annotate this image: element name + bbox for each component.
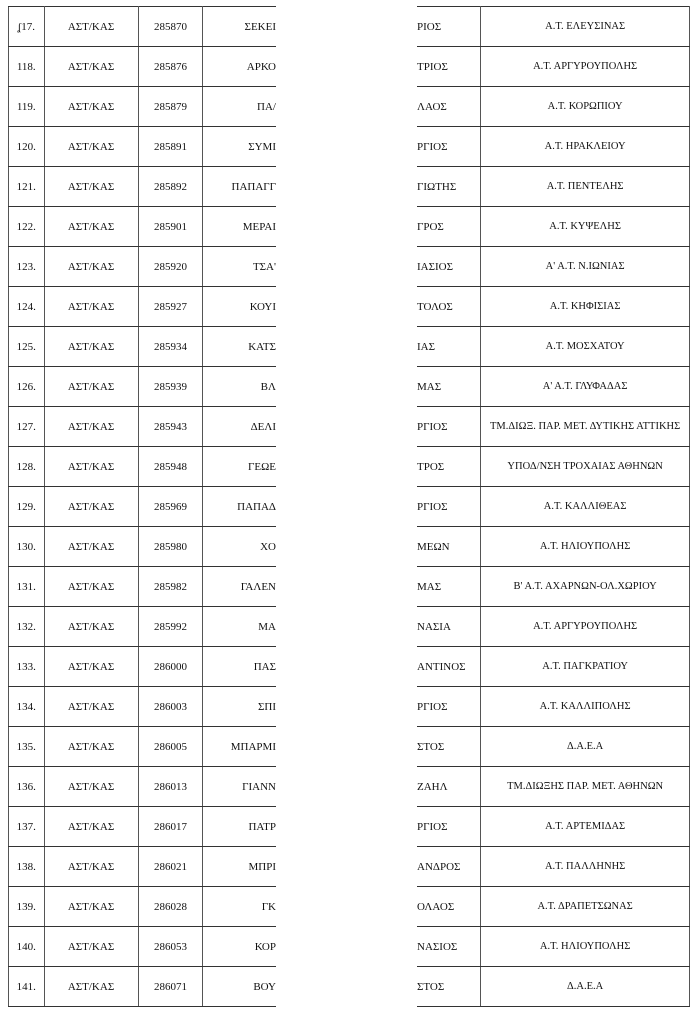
surname-fragment-cell: ΣΥΜΙ bbox=[203, 127, 276, 167]
table-row bbox=[417, 87, 690, 127]
rank-cell: ΑΣΤ/ΚΑΣ bbox=[44, 327, 138, 367]
rank-cell: ΑΣΤ/ΚΑΣ bbox=[44, 807, 138, 847]
first-name-fragment-cell: ΓΡΟΣ bbox=[417, 207, 481, 247]
rank-cell: ΑΣΤ/ΚΑΣ bbox=[44, 367, 138, 407]
table-row bbox=[9, 87, 277, 127]
surname-fragment-cell: ΠΑΠΑΓΓ bbox=[203, 167, 276, 207]
table-row bbox=[9, 967, 277, 1007]
police-station-cell: Α.Τ. ΚΗΦΙΣΙΑΣ bbox=[481, 287, 690, 327]
first-name-fragment-cell: ΝΑΣΙΟΣ bbox=[417, 927, 481, 967]
service-id-cell: 285992 bbox=[138, 607, 203, 647]
rank-cell: ΑΣΤ/ΚΑΣ bbox=[44, 407, 138, 447]
rank-cell: ΑΣΤ/ΚΑΣ bbox=[44, 727, 138, 767]
table-row bbox=[9, 487, 277, 527]
rank-cell: ΑΣΤ/ΚΑΣ bbox=[44, 447, 138, 487]
service-id-cell: 285901 bbox=[138, 207, 203, 247]
rank-cell: ΑΣΤ/ΚΑΣ bbox=[44, 7, 138, 47]
rank-cell: ΑΣΤ/ΚΑΣ bbox=[44, 167, 138, 207]
table-row bbox=[9, 7, 277, 47]
rank-cell: ΑΣΤ/ΚΑΣ bbox=[44, 687, 138, 727]
row-number: 126. bbox=[9, 367, 45, 407]
table-row bbox=[9, 47, 277, 87]
table-row bbox=[9, 447, 277, 487]
police-station-cell: Α' Α.Τ. Ν.ΙΩΝΙΑΣ bbox=[481, 247, 690, 287]
table-row bbox=[417, 407, 690, 447]
first-name-fragment-cell: ΜΑΣ bbox=[417, 367, 481, 407]
first-name-fragment-cell: ΜΕΩΝ bbox=[417, 527, 481, 567]
surname-fragment-cell: ΧΟ bbox=[203, 527, 276, 567]
police-station-cell: Α' Α.Τ. ΓΛΥΦΑΔΑΣ bbox=[481, 367, 690, 407]
surname-fragment-cell: ΓΕΩΕ bbox=[203, 447, 276, 487]
police-station-cell: Α.Τ. ΑΡΓΥΡΟΥΠΟΛΗΣ bbox=[481, 607, 690, 647]
rank-cell: ΑΣΤ/ΚΑΣ bbox=[44, 887, 138, 927]
table-row bbox=[417, 527, 690, 567]
table-row bbox=[417, 687, 690, 727]
first-name-fragment-cell: ΛΑΟΣ bbox=[417, 87, 481, 127]
rank-cell: ΑΣΤ/ΚΑΣ bbox=[44, 127, 138, 167]
police-station-cell: Α.Τ. ΚΑΛΛΙΠΟΛΗΣ bbox=[481, 687, 690, 727]
table-row bbox=[9, 687, 277, 727]
first-name-fragment-cell: ΑΝΔΡΟΣ bbox=[417, 847, 481, 887]
table-row bbox=[417, 7, 690, 47]
surname-fragment-cell: ΠΑ/ bbox=[203, 87, 276, 127]
surname-fragment-cell: ΒΟΥ bbox=[203, 967, 276, 1007]
rank-cell: ΑΣΤ/ΚΑΣ bbox=[44, 927, 138, 967]
first-name-fragment-cell: ΑΝΤΙΝΟΣ bbox=[417, 647, 481, 687]
police-station-cell: ΤΜ.ΔΙΩΞ. ΠΑΡ. ΜΕΤ. ΔΥΤΙΚΗΣ ΑΤΤΙΚΗΣ bbox=[481, 407, 690, 447]
table-row bbox=[417, 647, 690, 687]
row-number: 136. bbox=[9, 767, 45, 807]
service-id-cell: 285980 bbox=[138, 527, 203, 567]
police-station-cell: Α.Τ. ΑΡΓΥΡΟΥΠΟΛΗΣ bbox=[481, 47, 690, 87]
first-name-fragment-cell: ΤΡΟΣ bbox=[417, 447, 481, 487]
rank-cell: ΑΣΤ/ΚΑΣ bbox=[44, 607, 138, 647]
police-station-cell: Α.Τ. ΗΛΙΟΥΠΟΛΗΣ bbox=[481, 527, 690, 567]
first-name-fragment-cell: ΝΑΣΙΑ bbox=[417, 607, 481, 647]
rank-cell: ΑΣΤ/ΚΑΣ bbox=[44, 207, 138, 247]
rank-cell: ΑΣΤ/ΚΑΣ bbox=[44, 567, 138, 607]
service-id-cell: 285879 bbox=[138, 87, 203, 127]
left-table-fragment bbox=[8, 6, 276, 1007]
surname-fragment-cell: ΓΙΑΝΝ bbox=[203, 767, 276, 807]
service-id-cell: 286013 bbox=[138, 767, 203, 807]
surname-fragment-cell: ΜΠΡΙ bbox=[203, 847, 276, 887]
right-table-body bbox=[417, 7, 690, 1007]
police-station-cell: Α.Τ. ΗΛΙΟΥΠΟΛΗΣ bbox=[481, 927, 690, 967]
table-row bbox=[417, 927, 690, 967]
table-row bbox=[9, 127, 277, 167]
surname-fragment-cell: ΜΠΑΡΜΙ bbox=[203, 727, 276, 767]
rank-cell: ΑΣΤ/ΚΑΣ bbox=[44, 967, 138, 1007]
service-id-cell: 285891 bbox=[138, 127, 203, 167]
service-id-cell: 286005 bbox=[138, 727, 203, 767]
table-row bbox=[9, 367, 277, 407]
table-row bbox=[417, 207, 690, 247]
first-name-fragment-cell: ΟΛΑΟΣ bbox=[417, 887, 481, 927]
row-number: 127. bbox=[9, 407, 45, 447]
surname-fragment-cell: ΒΛ bbox=[203, 367, 276, 407]
surname-fragment-cell: ΣΠΙ bbox=[203, 687, 276, 727]
row-number: 130. bbox=[9, 527, 45, 567]
police-station-cell: Α.Τ. ΚΑΛΛΙΘΕΑΣ bbox=[481, 487, 690, 527]
table-row bbox=[417, 567, 690, 607]
table-row bbox=[9, 927, 277, 967]
first-name-fragment-cell: ΡΓΙΟΣ bbox=[417, 127, 481, 167]
service-id-cell: 285939 bbox=[138, 367, 203, 407]
personnel-table-left bbox=[8, 6, 276, 1007]
row-number: 131. bbox=[9, 567, 45, 607]
first-name-fragment-cell: ΤΡΙΟΣ bbox=[417, 47, 481, 87]
service-id-cell: 285948 bbox=[138, 447, 203, 487]
first-name-fragment-cell: ΖΑΗΛ bbox=[417, 767, 481, 807]
service-id-cell: 285870 bbox=[138, 7, 203, 47]
surname-fragment-cell: ΔΕΛΙ bbox=[203, 407, 276, 447]
police-station-cell: ΤΜ.ΔΙΩΞΗΣ ΠΑΡ. ΜΕΤ. ΑΘΗΝΩΝ bbox=[481, 767, 690, 807]
police-station-cell: Δ.Α.Ε.Α bbox=[481, 727, 690, 767]
row-number: 129. bbox=[9, 487, 45, 527]
table-row bbox=[9, 207, 277, 247]
table-row bbox=[417, 607, 690, 647]
row-number: 132. bbox=[9, 607, 45, 647]
surname-fragment-cell: ΓΑΛΕΝ bbox=[203, 567, 276, 607]
police-station-cell: Α.Τ. ΚΟΡΩΠΙΟΥ bbox=[481, 87, 690, 127]
surname-fragment-cell: ΜΑ bbox=[203, 607, 276, 647]
service-id-cell: 285969 bbox=[138, 487, 203, 527]
row-number: 139. bbox=[9, 887, 45, 927]
service-id-cell: 286028 bbox=[138, 887, 203, 927]
surname-fragment-cell: ΠΑΠΑΔ bbox=[203, 487, 276, 527]
table-row bbox=[417, 887, 690, 927]
surname-fragment-cell: ΑΡΚΟ bbox=[203, 47, 276, 87]
surname-fragment-cell: ΚΑΤΣ bbox=[203, 327, 276, 367]
rank-cell: ΑΣΤ/ΚΑΣ bbox=[44, 527, 138, 567]
service-id-cell: 285982 bbox=[138, 567, 203, 607]
service-id-cell: 286021 bbox=[138, 847, 203, 887]
table-row bbox=[417, 767, 690, 807]
service-id-cell: 286071 bbox=[138, 967, 203, 1007]
table-row bbox=[417, 287, 690, 327]
row-number: 122. bbox=[9, 207, 45, 247]
service-id-cell: 286003 bbox=[138, 687, 203, 727]
table-row bbox=[417, 487, 690, 527]
police-station-cell: Α.Τ. ΠΑΛΛΗΝΗΣ bbox=[481, 847, 690, 887]
police-station-cell: Α.Τ. ΚΥΨΕΛΗΣ bbox=[481, 207, 690, 247]
row-number: 118. bbox=[9, 47, 45, 87]
police-station-cell: Β' Α.Τ. ΑΧΑΡΝΩΝ-ΟΛ.ΧΩΡΙΟΥ bbox=[481, 567, 690, 607]
first-name-fragment-cell: ΤΟΛΟΣ bbox=[417, 287, 481, 327]
table-row bbox=[9, 607, 277, 647]
first-name-fragment-cell: ΡΓΙΟΣ bbox=[417, 687, 481, 727]
table-row bbox=[417, 807, 690, 847]
table-row bbox=[9, 767, 277, 807]
table-row bbox=[9, 727, 277, 767]
surname-fragment-cell: ΚΟΡ bbox=[203, 927, 276, 967]
row-number: 134. bbox=[9, 687, 45, 727]
table-row bbox=[9, 887, 277, 927]
service-id-cell: 286000 bbox=[138, 647, 203, 687]
table-row bbox=[9, 647, 277, 687]
row-number: 121. bbox=[9, 167, 45, 207]
police-station-cell: Α.Τ. ΗΡΑΚΛΕΙΟΥ bbox=[481, 127, 690, 167]
first-name-fragment-cell: ΙΑΣ bbox=[417, 327, 481, 367]
rank-cell: ΑΣΤ/ΚΑΣ bbox=[44, 47, 138, 87]
row-number: 123. bbox=[9, 247, 45, 287]
table-row bbox=[417, 967, 690, 1007]
service-id-cell: 286017 bbox=[138, 807, 203, 847]
table-row bbox=[417, 127, 690, 167]
rank-cell: ΑΣΤ/ΚΑΣ bbox=[44, 767, 138, 807]
surname-fragment-cell: ΠΑΣ bbox=[203, 647, 276, 687]
table-row bbox=[9, 527, 277, 567]
first-name-fragment-cell: ΣΤΟΣ bbox=[417, 727, 481, 767]
police-station-cell: Α.Τ. ΠΑΓΚΡΑΤΙΟΥ bbox=[481, 647, 690, 687]
table-row bbox=[417, 447, 690, 487]
row-number: ʆ17. bbox=[9, 7, 45, 47]
row-number: 120. bbox=[9, 127, 45, 167]
police-station-cell: Α.Τ. ΑΡΤΕΜΙΔΑΣ bbox=[481, 807, 690, 847]
table-row bbox=[9, 167, 277, 207]
first-name-fragment-cell: ΓΙΩΤΗΣ bbox=[417, 167, 481, 207]
table-row bbox=[417, 47, 690, 87]
table-row bbox=[417, 167, 690, 207]
table-row bbox=[9, 247, 277, 287]
table-row bbox=[9, 847, 277, 887]
row-number: 124. bbox=[9, 287, 45, 327]
police-station-cell: ΥΠΟΔ/ΝΣΗ ΤΡΟΧΑΙΑΣ ΑΘΗΝΩΝ bbox=[481, 447, 690, 487]
table-row bbox=[9, 567, 277, 607]
rank-cell: ΑΣΤ/ΚΑΣ bbox=[44, 647, 138, 687]
police-station-cell: Δ.Α.Ε.Α bbox=[481, 967, 690, 1007]
row-number: 140. bbox=[9, 927, 45, 967]
row-number: 119. bbox=[9, 87, 45, 127]
surname-fragment-cell: ΤΣΑ' bbox=[203, 247, 276, 287]
first-name-fragment-cell: ΣΤΟΣ bbox=[417, 967, 481, 1007]
table-row bbox=[9, 807, 277, 847]
surname-fragment-cell: ΓΚ bbox=[203, 887, 276, 927]
first-name-fragment-cell: ΡΓΙΟΣ bbox=[417, 807, 481, 847]
row-number: 138. bbox=[9, 847, 45, 887]
surname-fragment-cell: ΜΕΡΑΙ bbox=[203, 207, 276, 247]
table-row bbox=[9, 407, 277, 447]
table-row bbox=[9, 327, 277, 367]
right-table-fragment bbox=[417, 6, 690, 1007]
service-id-cell: 285927 bbox=[138, 287, 203, 327]
rank-cell: ΑΣΤ/ΚΑΣ bbox=[44, 87, 138, 127]
row-number: 125. bbox=[9, 327, 45, 367]
row-number: 137. bbox=[9, 807, 45, 847]
first-name-fragment-cell: ΜΑΣ bbox=[417, 567, 481, 607]
personnel-table-right bbox=[417, 6, 690, 1007]
surname-fragment-cell: ΣΕΚΕΙ bbox=[203, 7, 276, 47]
service-id-cell: 285934 bbox=[138, 327, 203, 367]
service-id-cell: 286053 bbox=[138, 927, 203, 967]
table-row bbox=[9, 287, 277, 327]
row-number: 133. bbox=[9, 647, 45, 687]
police-station-cell: Α.Τ. ΠΕΝΤΕΛΗΣ bbox=[481, 167, 690, 207]
rank-cell: ΑΣΤ/ΚΑΣ bbox=[44, 847, 138, 887]
service-id-cell: 285876 bbox=[138, 47, 203, 87]
service-id-cell: 285943 bbox=[138, 407, 203, 447]
table-row bbox=[417, 847, 690, 887]
table-row bbox=[417, 327, 690, 367]
table-row bbox=[417, 247, 690, 287]
first-name-fragment-cell: ΙΑΣΙΟΣ bbox=[417, 247, 481, 287]
rank-cell: ΑΣΤ/ΚΑΣ bbox=[44, 247, 138, 287]
first-name-fragment-cell: ΡΙΟΣ bbox=[417, 7, 481, 47]
service-id-cell: 285892 bbox=[138, 167, 203, 207]
police-station-cell: Α.Τ. ΕΛΕΥΣΙΝΑΣ bbox=[481, 7, 690, 47]
left-table-body bbox=[9, 7, 277, 1007]
first-name-fragment-cell: ΡΓΙΟΣ bbox=[417, 407, 481, 447]
row-number: 135. bbox=[9, 727, 45, 767]
service-id-cell: 285920 bbox=[138, 247, 203, 287]
rank-cell: ΑΣΤ/ΚΑΣ bbox=[44, 487, 138, 527]
police-station-cell: Α.Τ. ΜΟΣΧΑΤΟΥ bbox=[481, 327, 690, 367]
row-number: 128. bbox=[9, 447, 45, 487]
row-number: 141. bbox=[9, 967, 45, 1007]
surname-fragment-cell: ΚΟΥΙ bbox=[203, 287, 276, 327]
first-name-fragment-cell: ΡΓΙΟΣ bbox=[417, 487, 481, 527]
surname-fragment-cell: ΠΑΤΡ bbox=[203, 807, 276, 847]
table-row bbox=[417, 727, 690, 767]
police-station-cell: Α.Τ. ΔΡΑΠΕΤΣΩΝΑΣ bbox=[481, 887, 690, 927]
table-row bbox=[417, 367, 690, 407]
rank-cell: ΑΣΤ/ΚΑΣ bbox=[44, 287, 138, 327]
